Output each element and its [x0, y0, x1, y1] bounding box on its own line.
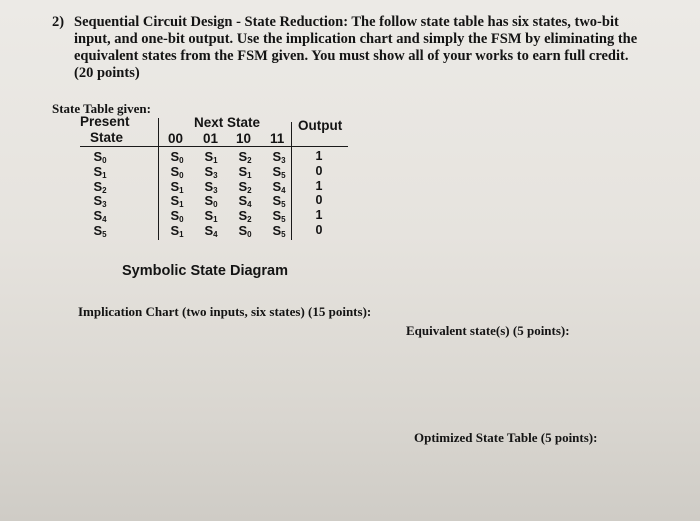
present-state-cell: $S_2$: [93, 178, 107, 195]
output-cell: 0: [315, 163, 323, 178]
input-col-00: 00: [168, 131, 184, 146]
output-cell: 0: [315, 223, 323, 237]
question-line-4: (20 points): [74, 65, 140, 81]
present-state-cell: $S_3$: [93, 193, 107, 210]
next-state-cell: $S_5$: [272, 223, 286, 239]
output-cell: 1: [315, 149, 323, 163]
present-state-cell: $S_4$: [93, 208, 107, 225]
header-next-state: Next State: [194, 115, 261, 130]
present-state-cell: $S_5$: [93, 223, 107, 239]
next-state-cell: $S_5$: [272, 193, 286, 210]
table-divider-left: [158, 118, 159, 240]
next-state-cell: $S_3$: [204, 163, 218, 180]
next-state-cell: $S_0$: [238, 223, 252, 239]
header-present: Present: [80, 114, 130, 129]
next-state-cell: $S_1$: [170, 223, 184, 239]
next-state-cell: $S_4$: [204, 223, 218, 239]
header-output: Output: [298, 118, 343, 133]
next-state-cell: $S_1$: [170, 193, 184, 210]
next-state-cell: $S_0$: [204, 193, 218, 210]
next-state-cell: $S_4$: [272, 178, 286, 195]
input-col-11: 11: [270, 131, 285, 146]
table-header-rule: [80, 146, 348, 147]
next-state-cell: $S_3$: [204, 178, 218, 195]
next-state-cell: $S_1$: [204, 208, 218, 225]
implication-chart-label: Implication Chart (two inputs, six states) (15 points):: [78, 304, 372, 319]
header-state: State: [90, 130, 124, 145]
output-cell: 1: [315, 208, 323, 223]
next-state-cell: $S_3$: [272, 149, 286, 165]
next-state-cell: $S_5$: [272, 163, 286, 180]
output-cell: 1: [315, 178, 323, 193]
next-state-cell: $S_1$: [170, 178, 184, 195]
input-col-01: 01: [203, 131, 219, 146]
next-state-cell: $S_1$: [204, 149, 218, 165]
state-table-label: State Table given:: [52, 101, 151, 116]
table-divider-right: [291, 122, 292, 240]
next-state-cell: $S_0$: [170, 149, 184, 165]
question-line-2: input, and one-bit output. Use the implication chart and simply the FSM by eliminating the: [74, 31, 638, 47]
present-state-cell: $S_0$: [93, 149, 107, 165]
input-col-10: 10: [236, 131, 252, 146]
next-state-cell: $S_2$: [238, 178, 252, 195]
present-state-cell: $S_1$: [93, 163, 107, 180]
question-number: 2): [52, 14, 65, 30]
question-line-3: equivalent states from the FSM given. You must show all of your works to earn full credit.: [74, 48, 629, 64]
next-state-cell: $S_5$: [272, 208, 286, 225]
equivalent-states-label: Equivalent state(s) (5 points):: [406, 323, 570, 338]
next-state-cell: $S_0$: [170, 163, 184, 180]
next-state-cell: $S_2$: [238, 149, 252, 165]
optimized-state-table-label: Optimized State Table (5 points):: [414, 430, 598, 445]
next-state-cell: $S_4$: [238, 193, 252, 210]
output-cell: 0: [315, 193, 323, 208]
symbolic-state-diagram-heading: Symbolic State Diagram: [122, 263, 288, 279]
next-state-cell: $S_1$: [238, 163, 252, 180]
question-line-1: Sequential Circuit Design - State Reduction: The follow state table has six states, two-bit: [74, 14, 619, 30]
next-state-cell: $S_0$: [170, 208, 184, 225]
next-state-cell: $S_2$: [238, 208, 252, 225]
